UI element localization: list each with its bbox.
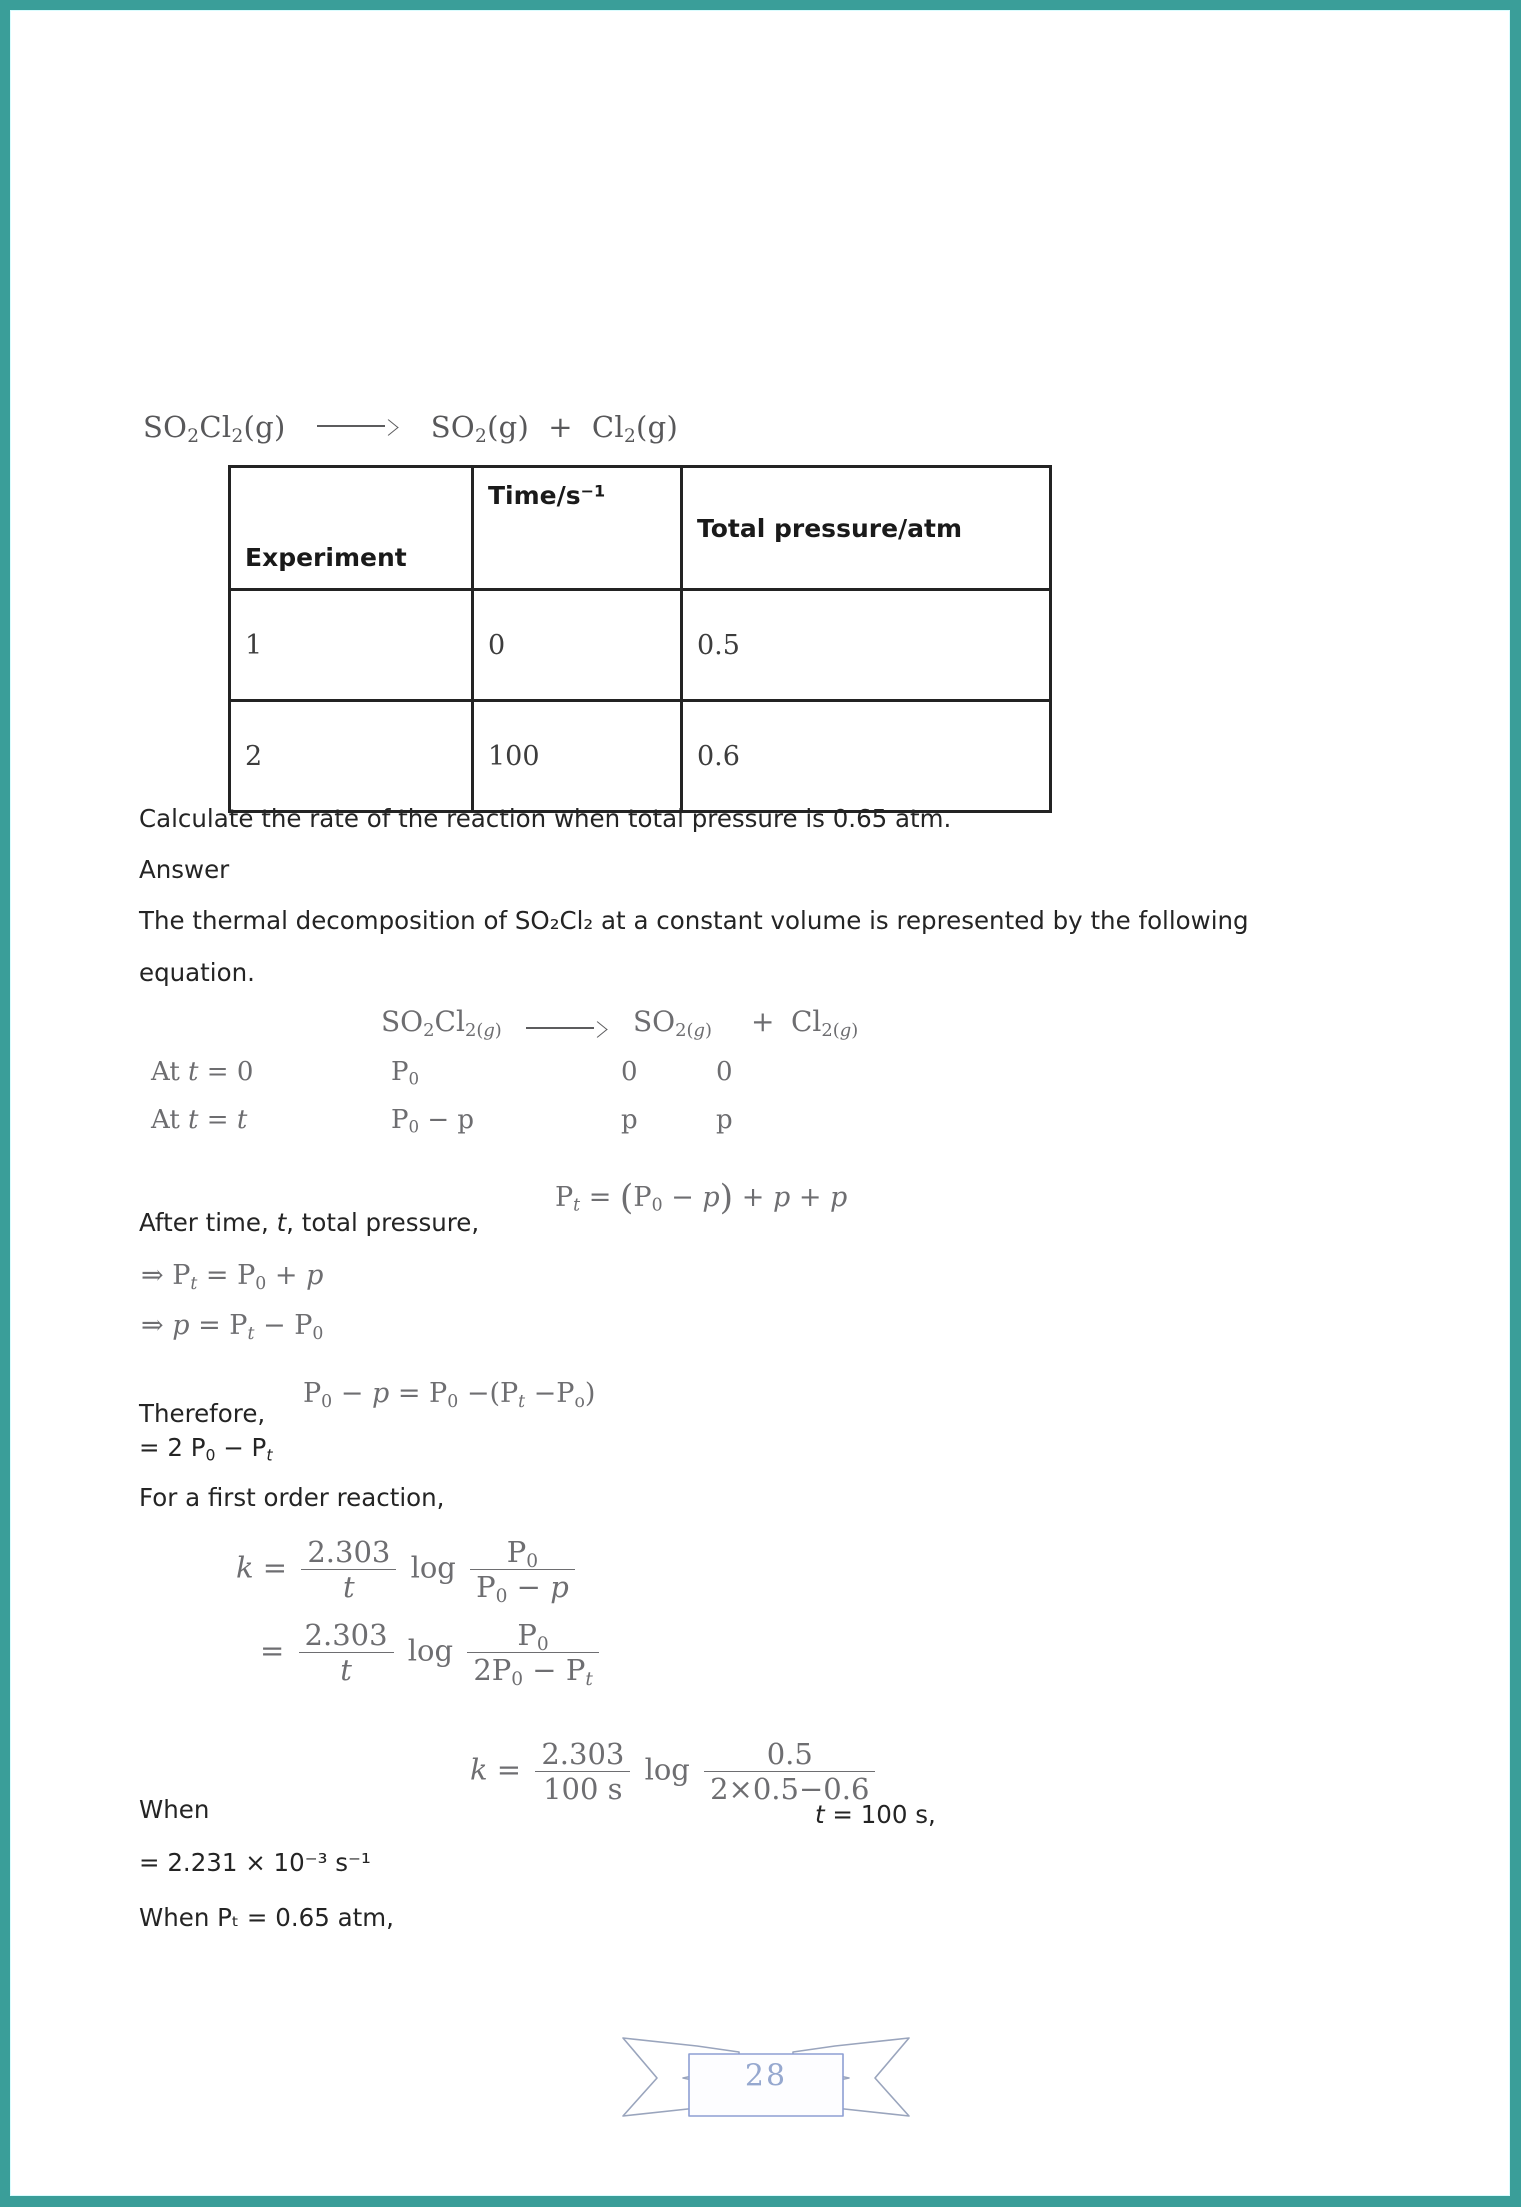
page-number: 28 (744, 2058, 788, 2094)
header-experiment: Experiment (230, 467, 473, 590)
formula-implies-2: ⇒ $p = P_t - P_0$ (141, 1310, 324, 1344)
k-result: = 2.231 × 10⁻³ s⁻¹ (139, 1848, 371, 1877)
header-total-pressure: Total pressure/atm (682, 467, 1051, 590)
when-label: When (139, 1795, 210, 1824)
therefore-label: Therefore, (139, 1399, 266, 1428)
scheme-arrow-icon (526, 1009, 604, 1042)
equation-product-1: $SO_2(g)$ (430, 410, 530, 448)
two-p0-minus-pt: = 2 $P_0 - P_t$ (139, 1433, 273, 1465)
question-text: Calculate the rate of the reaction when total pressure is 0.65 atm. (139, 804, 952, 833)
t-equals-100s: t = 100 s, (815, 1800, 936, 1829)
page-number-ribbon (621, 2022, 911, 2130)
reaction-arrow-icon (317, 406, 395, 440)
table-row (230, 701, 1051, 812)
formula-therefore-expression: $P_0 - p = P_0 -(P_t -P_o)$ (303, 1378, 596, 1412)
scheme-product-1: $SO_{2(g)}$ (633, 1005, 712, 1042)
scheme-t0-product-2: 0 (716, 1057, 733, 1087)
formula-k-general-2: = $\frac{2.303}{t}$ log $\frac{P_0}{2P_0 - P_t}$ (260, 1618, 604, 1687)
equation-product-2: $Cl_2(g)$ (591, 410, 679, 448)
cell-time: 100 (473, 701, 682, 812)
scheme-tt-product-1: p (621, 1105, 638, 1135)
scheme-t0-product-1: 0 (621, 1057, 638, 1087)
when-pt-label: When Pₜ = 0.65 atm, (139, 1903, 394, 1932)
cell-pressure: 0.6 (682, 701, 1051, 812)
top-chemical-equation (143, 410, 679, 448)
cell-experiment: 2 (230, 701, 473, 812)
scheme-tt-reactant: $P_0 - p$ (391, 1105, 475, 1137)
fraction-2303-over-t: $\frac{2.303}{t}$ (301, 1535, 396, 1604)
first-order-label: For a first order reaction, (139, 1483, 445, 1512)
scheme-reactant: $SO_2Cl_{2(g)}$ (381, 1005, 502, 1042)
scheme-label-t0: At t = 0 (151, 1057, 254, 1087)
scheme-t0-reactant: $P_0$ (391, 1057, 420, 1089)
formula-total-pressure: $P_t = (P_0 - p) + p + p$ (555, 1178, 848, 1218)
formula-k-general-1: k = $\frac{2.303}{t}$ log $\frac{P_0}{P_0 - p}$ (236, 1535, 580, 1604)
fraction-p0-over-p0-minus-p: $\frac{P_0}{P_0 - p}$ (470, 1535, 575, 1604)
scheme-tt-product-2: p (716, 1105, 733, 1135)
experiment-data-table (228, 465, 1052, 813)
fraction-p0-over-2p0-minus-pt: $\frac{P_0}{2P_0 - P_t}$ (467, 1618, 599, 1687)
fraction-2303-over-100s: $\frac{2.303}{100 s}$ (535, 1737, 630, 1806)
equation-reactant: $SO_2Cl_2(g)$ (143, 410, 286, 448)
scheme-plus: + (751, 1005, 775, 1038)
cell-pressure: 0.5 (682, 590, 1051, 701)
page-content-area (10, 10, 1510, 2196)
cell-time: 0 (473, 590, 682, 701)
scheme-label-tt: At t = t (151, 1105, 248, 1135)
cell-experiment: 1 (230, 590, 473, 701)
equation-plus: + (538, 410, 583, 444)
formula-implies-1: ⇒ $P_t = P_0 + p$ (141, 1260, 324, 1294)
scheme-product-2: $Cl_{2(g)}$ (791, 1005, 859, 1042)
table-row (230, 590, 1051, 701)
answer-label: Answer (139, 855, 230, 884)
table-header-row (230, 467, 1051, 590)
fraction-05-over-expression: $\frac{0.5}{2\times 0.5-0.6}$ (704, 1737, 875, 1806)
fraction-2303-over-t-2: $\frac{2.303}{t}$ (299, 1618, 394, 1687)
intro-line-2: equation. (139, 958, 255, 987)
intro-line-1: The thermal decomposition of SO₂Cl₂ at a constant volume is represented by the following (139, 906, 1249, 935)
after-time-label: After time, t, total pressure, (139, 1208, 480, 1237)
formula-k-numeric: k = $\frac{2.303}{100 s}$ log $\frac{0.5}{2\times 0.5-0.6}$ (470, 1737, 880, 1806)
header-time: Time/$s^{-1}$ (473, 467, 682, 590)
